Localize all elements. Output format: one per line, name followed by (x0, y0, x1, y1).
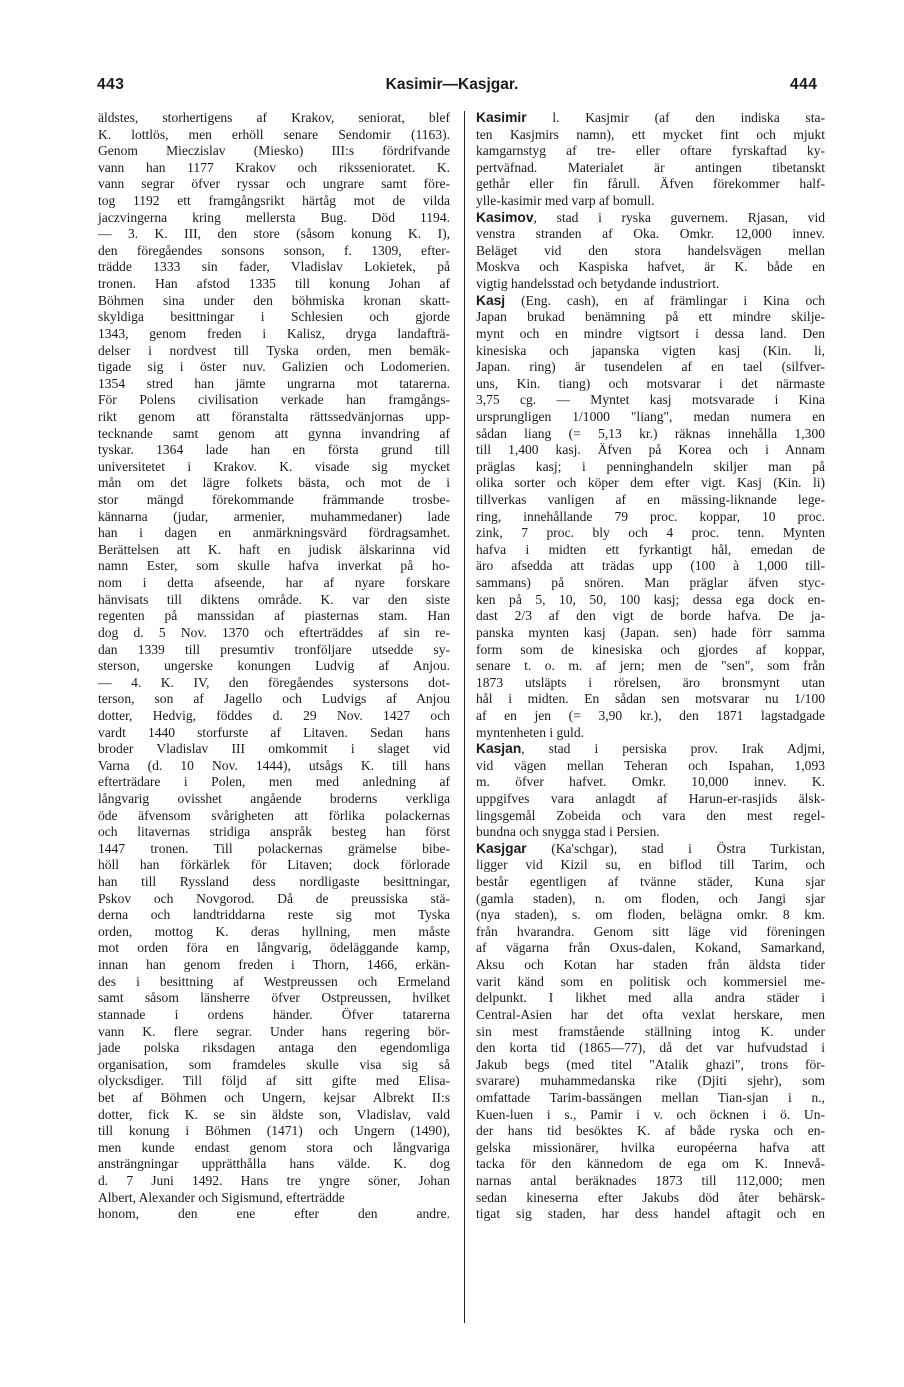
text-line: Kasimir l. Kasjmir (af den indiska sta- (476, 110, 825, 125)
text-line: uppgifves vara anlagdt af Harun-er-rasjids älsk- (476, 790, 825, 806)
text-line: senare t. o. m. af jern; men de "sen", som från (476, 658, 825, 674)
text-line: d. 7 Juni 1492. Hans tre yngre söner, Johan (98, 1173, 450, 1188)
text-line: form som de kinesiska och gjordes af koppar, (476, 641, 825, 657)
text-line: tigat sig staden, har dess handel aftagit och en (476, 1206, 825, 1222)
text-line: han till Ryssland dess nordligaste besittningar, (98, 874, 450, 890)
text-line: Kasj (Eng. cash), en af främlingar i Kina och (476, 292, 825, 308)
text-line: gethår eller fin fårull. Äfven förekommer half- (476, 176, 825, 192)
text-line: ken på 5, 10, 50, 100 kasj; dessa ega dock en- (476, 591, 825, 607)
page-number-left: 443 (97, 76, 125, 93)
text-line: universitetet i Krakov. K. visade sig mycket (98, 458, 450, 474)
text-line: ylle-kasimir med varp af bomull. (476, 193, 655, 209)
text-line: hafva i midten ett fyrkantigt hål, emedan de (476, 541, 825, 557)
text-line: — 4. K. IV, den föregåendes systersons dot- (98, 674, 450, 690)
text-line: namn Ester, som skulle hafva inverkat på ho- (98, 558, 450, 574)
text-line: dotter, Hedvig, föddes d. 29 Nov. 1427 och (98, 707, 450, 723)
text-line: pertväfnad. Materialet är antingen tibetanskt (476, 159, 825, 175)
text-line: Japan brukad benämning på ett mindre skilje- (476, 309, 825, 325)
text-line: lingsgemål Zobeida och vara den mest regel- (476, 807, 825, 823)
text-line: vann han 1177 Krakov och rikssenioratet. K. (98, 159, 450, 175)
text-line: efterträdare i Polen, men med anledning af (98, 774, 450, 790)
text-line: bundna och snygga stad i Persien. (476, 824, 660, 840)
text-line: sin mest framstående ställning intog K. under (476, 1023, 825, 1039)
text-line: m. öfver hafvet. Omkr. 10,000 innev. K. (476, 774, 825, 790)
text-line: jade polska riksdagen antaga den egendomliga (98, 1040, 450, 1056)
text-line: tyskar. 1364 lade han en första grund till (98, 442, 450, 458)
text-line: uns, Kin. tiang) och motsvarar i det närmaste (476, 375, 825, 391)
text-line: den korta tid (1865—77), då det var hufvudstad i (476, 1040, 825, 1056)
text-line: derna och landtriddarna reste sig mot Tyska (98, 907, 450, 923)
text-line: myntenheten i guld. (476, 724, 584, 740)
text-line: hänvisats till diktens område. K. var den siste (98, 591, 450, 607)
text-line: 1354 stred han jämte ungrarna mot tatarerna. (98, 375, 450, 391)
text-line: 3,75 cg. — Myntet kasj motsvarade i Kina (476, 392, 825, 408)
text-line: svarare) muhammedanska rike (Djiti sjehr), som (476, 1073, 825, 1089)
text-line: sterson, ungerske konungen Ludvig af Anjou. (98, 658, 450, 674)
text-line: ursprungligen 1/1000 "liang", medan numera en (476, 408, 825, 424)
text-line: jaczvingerna kring mellersta Bug. Död 1194. (98, 209, 450, 225)
text-line: från hvarandra. Genom sitt läge vid föreningen (476, 923, 825, 939)
text-line: hål i midten. En sådan sen motsvarar nu 1/100 (476, 691, 825, 707)
text-line: och litavernas stridiga anspråk besteg han först (98, 824, 450, 840)
text-line: Japan. ring) är tusendelen af en tael (silfver- (476, 359, 825, 375)
text-line: 1447 tronen. Till polackernas grämelse bibe- (98, 840, 450, 856)
text-line: stor mängd förekommande främmande trosbe- (98, 492, 450, 508)
text-line: narnas antal beräknades 1873 till 112,000; men (476, 1173, 825, 1188)
text-line: öde äfvensom svårigheten att förlika polackernas (98, 807, 450, 823)
text-line: äro afsedda att trädas upp (100 à 1,000 till- (476, 558, 825, 574)
text-line: nom i detta afseende, har af nyare forskare (98, 575, 450, 591)
text-line: långvarig ovisshet angående broderns verkliga (98, 790, 450, 806)
text-line: omfattade Tarim-bassängen mellan Tian-sjan i n., (476, 1089, 825, 1105)
entry-headword: Kasimir (476, 110, 527, 125)
text-line: (gamla staden), n. om floden, och Jangi sjar (476, 890, 825, 906)
text-line: Kasimov, stad i ryska guvernem. Rjasan, vid (476, 209, 825, 225)
text-line: dog d. 5 Nov. 1370 och efterträddes af sin re- (98, 624, 450, 640)
text-line: orden, mottog K. deras hyllning, men måste (98, 923, 450, 939)
text-line: kamgarnstyg af tre- eller oftare fyrskaftad ky- (476, 143, 825, 159)
text-line: sådan liang (= 5,13 kr.) räknas innehålla 1,300 (476, 425, 825, 441)
text-line: der hans tid besöktes K. af både ryska och en- (476, 1123, 825, 1139)
text-line: stannade i ordens händer. Öfver tatarerna (98, 1006, 450, 1022)
text-line: Albert, Alexander och Sigismund, efterträdde (98, 1189, 345, 1205)
text-line: Kuen-luen i s., Pamir i v. och öcknen i ö. Un- (476, 1106, 825, 1122)
text-line: Jakub begs (med titel "Atalik ghazi", trons för- (476, 1056, 825, 1072)
text-line: ring, innehållande 79 proc. koppar, 10 proc. (476, 508, 825, 524)
text-line: vann segrar öfver ryssar och ungrare samt före- (98, 176, 450, 192)
text-line: han i dagen en anmärkningsvärd fördragsamhet. (98, 525, 450, 541)
text-line: olycksdiger. Till följd af sitt gifte med Elisa- (98, 1073, 450, 1089)
text-line: panska mynten kasj (Japan. sen) hade förr samma (476, 624, 825, 640)
text-line: Böhmen sina under den böhmiska kronan skatt- (98, 292, 450, 308)
text-line: kinesiska och japanska vigten kasj (Kin. li, (476, 342, 825, 358)
text-line: skyldiga besittningar i Schlesien och gjorde (98, 309, 450, 325)
text-line: består egentligen af tvänne städer, Kuna sjar (476, 874, 825, 890)
entry-headword: Kasj (476, 292, 506, 308)
text-line: tillverkas vanligen af en mässing-liknande lege- (476, 492, 825, 508)
text-line: bet af Böhmen och Ungern, kejsar Albrekt II:s (98, 1089, 450, 1105)
text-line: rikt genom att föranstalta rättssedvänjornas upp- (98, 408, 450, 424)
text-line: Genom Mieczislav (Miesko) III:s fördrifvande (98, 143, 450, 159)
text-line: präglas kasj; i penninghandeln skiljer man på (476, 458, 825, 474)
text-line: delpunkt. I likhet med alla andra städer i (476, 990, 825, 1006)
text-line: För Polens civilisation verkade han framgångs- (98, 392, 450, 408)
text-line: Kasjgar (Ka'schgar), stad i Östra Turkistan, (476, 840, 825, 856)
left-column (98, 110, 450, 1223)
entry-headword: Kasjgar (476, 840, 527, 856)
text-line: broder Vladislav III omkommit i slaget vid (98, 741, 450, 757)
text-line: varit känd som en politisk och kommersiel me- (476, 973, 825, 989)
text-line: vid vägen mellan Teheran och Ispahan, 1,093 (476, 757, 825, 773)
text-line: vardt 1440 storfurste af Litaven. Sedan hans (98, 724, 450, 740)
text-line: innan han genom freden i Thorn, 1466, erkän- (98, 957, 450, 973)
text-line: höll han förkärlek för Litaven; dock förlorade (98, 857, 450, 873)
text-line: venstra stranden af Oka. Omkr. 12,000 innev. (476, 226, 825, 242)
text-line: des i besittning af Westpreussen och Ermeland (98, 973, 450, 989)
text-line: tacka för den kännedom de ega om K. Innevå- (476, 1156, 825, 1172)
text-line: tecknande samt genom att gynna invandring af (98, 425, 450, 441)
text-line: dan 1339 till presumtiv tronföljare utsedde sy- (98, 641, 450, 657)
text-line: — 3. K. III, den store (såsom konung K. I), (98, 226, 450, 242)
text-line: zink, 7 proc. bly och 4 proc. tenn. Mynten (476, 525, 825, 541)
text-line: tronen. Han afstod 1335 till konung Johan af (98, 276, 450, 292)
text-line: vigtig handelsstad och betydande industriort. (476, 276, 720, 292)
text-line: honom, den ene efter den andre. (98, 1206, 450, 1222)
text-line: dotter, fick K. se sin äldste son, Vladislav, vald (98, 1106, 450, 1122)
text-line: ansträngningar upprätthålla hans välde. K. dog (98, 1156, 450, 1172)
page-number-right: 444 (790, 76, 818, 93)
text-line: Berättelsen att K. haft en judisk älskarinna vid (98, 541, 450, 557)
text-line: dast 2/3 af den vigt de borde hafva. De ja- (476, 608, 825, 624)
text-line: Beläget vid den stora handelsvägen mellan (476, 242, 825, 258)
text-line: tog 1192 ett framgångsrikt härtåg mot de vilda (98, 193, 450, 209)
text-line: äldstes, storhertigens af Krakov, seniorat, blef (98, 110, 450, 125)
text-line: till 1,400 kasj. Äfven på Korea och i Annam (476, 442, 825, 458)
text-line: sedan kineserna efter Jakubs död åter behärsk- (476, 1189, 825, 1205)
entry-headword: Kasjan (476, 741, 522, 757)
text-line: till konung i Böhmen (1471) och Ungern (1490), (98, 1123, 450, 1139)
text-line: kännarna (judar, armenier, muhammedaner) lade (98, 508, 450, 524)
text-line: ligger vid Kizil su, en biflod till Tarim, och (476, 857, 825, 873)
text-line: Pskov och Novgorod. Då de preussiska stä- (98, 890, 450, 906)
text-line: Central-Asien har det ofta vexlat herskare, men (476, 1006, 825, 1022)
text-line: tigade sig i öster nuv. Galizien och Lodomerien. (98, 359, 450, 375)
text-line: den föregåendes sonsons sonson, f. 1309, efter- (98, 242, 450, 258)
entry-headword: Kasimov (476, 209, 534, 225)
text-line: samt såsom länsherre öfver Ostpreussen, hvilket (98, 990, 450, 1006)
text-line: trädde 1333 sin fader, Vladislav Lokietek, på (98, 259, 450, 275)
right-column (476, 110, 825, 1223)
text-line: 1873 utsläpts i rörelsen, äro bronsmynt utan (476, 674, 825, 690)
text-line: sammans) på snören. Man präglar äfven styc- (476, 575, 825, 591)
text-line: delser i nordvest till Tyska orden, men bemäk- (98, 342, 450, 358)
text-line: gelska missionärer, hvilka européerna hafva att (476, 1139, 825, 1155)
text-line: Aksu och Kotan har staden från äldsta tider (476, 957, 825, 973)
text-line: 1343, genom freden i Kalisz, dryga landafträ- (98, 325, 450, 341)
text-line: vann K. flere segrar. Under hans regering bör- (98, 1023, 450, 1039)
text-line: mynt och en mindre vigtsort i dessa land. Den (476, 325, 825, 341)
text-line: af vägarna från Oxus-dalen, Kokand, Samarkand, (476, 940, 825, 956)
text-line: regenten på manssidan af piasternas stam. Han (98, 608, 450, 624)
text-line: men kunde endast genom stora och långvariga (98, 1139, 450, 1155)
text-line: (nya staden), s. om floden, belägna omkr. 8 km. (476, 907, 825, 923)
text-line: mån om det lägre folkets bästa, och mot de i (98, 475, 450, 491)
column-divider (464, 111, 465, 1323)
text-line: Varna (d. 10 Nov. 1444), utsågs K. till hans (98, 757, 450, 773)
text-line: ten Kasjmirs namn), ett mycket fint och mjukt (476, 126, 825, 142)
text-line: Kasjan, stad i persiska prov. Irak Adjmi, (476, 741, 825, 757)
running-title: Kasimir—Kasjgar. (385, 76, 519, 93)
running-header (0, 76, 904, 100)
text-line: K. lottlös, men erhöll senare Sendomir (1163). (98, 126, 450, 142)
text-line: terson, son af Jagello och Ludvigs af Anjou (98, 691, 450, 707)
text-line: mot orden föra en långvarig, ödeläggande kamp, (98, 940, 450, 956)
text-line: Moskva och Kaspiska hafvet, är K. både en (476, 259, 825, 275)
text-line: af en jen (= 3,90 kr.), den 1871 lagstadgade (476, 707, 825, 723)
text-line: organisation, som framdeles skulle visa sig så (98, 1056, 450, 1072)
text-line: olika sorter och köper dem efter vigt. Kasj (Kin. li) (476, 475, 825, 491)
